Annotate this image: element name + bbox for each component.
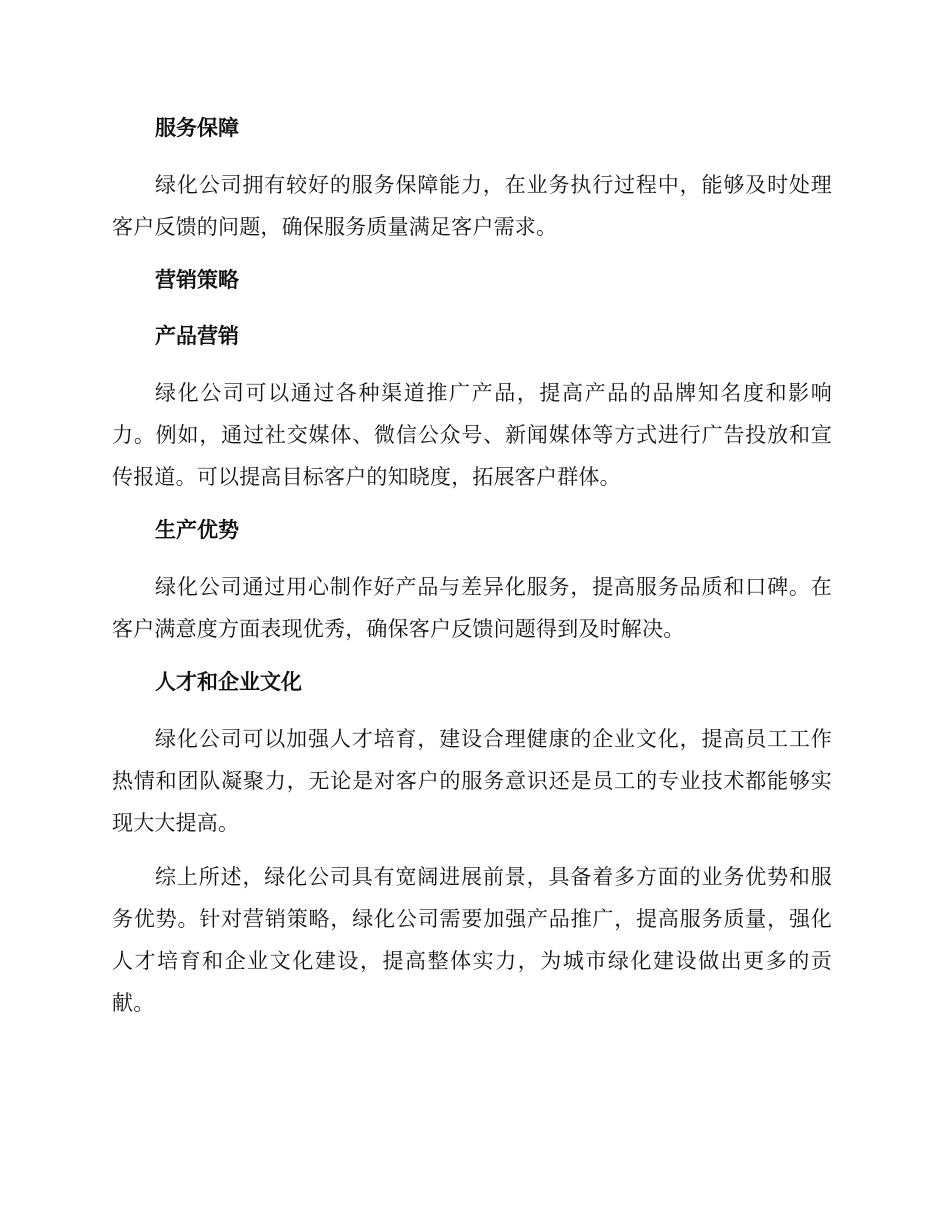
paragraph-conclusion: 综上所述，绿化公司具有宽阔进展前景，具备着多方面的业务优势和服务优势。针对营销策略，绿化公司需要加强产品推广，提高服务质量，强化人才培育和企业文化建设，提高整体实力，为城市绿化建设做出更多的贡献。 <box>112 865 832 1015</box>
document-page <box>112 108 832 1036</box>
paragraph-talent-culture: 绿化公司可以加强人才培育，建设合理健康的企业文化，提高员工工作热情和团队凝聚力，无论是对客户的服务意识还是员工的专业技术都能够实现大大提高。 <box>112 727 832 835</box>
heading-service-guarantee: 服务保障 <box>155 116 239 140</box>
heading-talent-culture: 人才和企业文化 <box>155 670 302 694</box>
paragraph-product-marketing: 绿化公司可以通过各种渠道推广产品，提高产品的品牌知名度和影响力。例如，通过社交媒体、微信公众号、新闻媒体等方式进行广告投放和宣传报道。可以提高目标客户的知晓度，拓展客户群体。 <box>112 381 832 489</box>
heading-production-advantage: 生产优势 <box>155 518 239 542</box>
paragraph-production-advantage: 绿化公司通过用心制作好产品与差异化服务，提高服务品质和口碑。在客户满意度方面表现优秀，确保客户反馈问题得到及时解决。 <box>112 575 832 641</box>
heading-marketing-strategy: 营销策略 <box>155 268 239 292</box>
paragraph-service-guarantee: 绿化公司拥有较好的服务保障能力，在业务执行过程中，能够及时处理客户反馈的问题，确保服务质量满足客户需求。 <box>112 173 832 239</box>
heading-product-marketing: 产品营销 <box>155 324 239 348</box>
